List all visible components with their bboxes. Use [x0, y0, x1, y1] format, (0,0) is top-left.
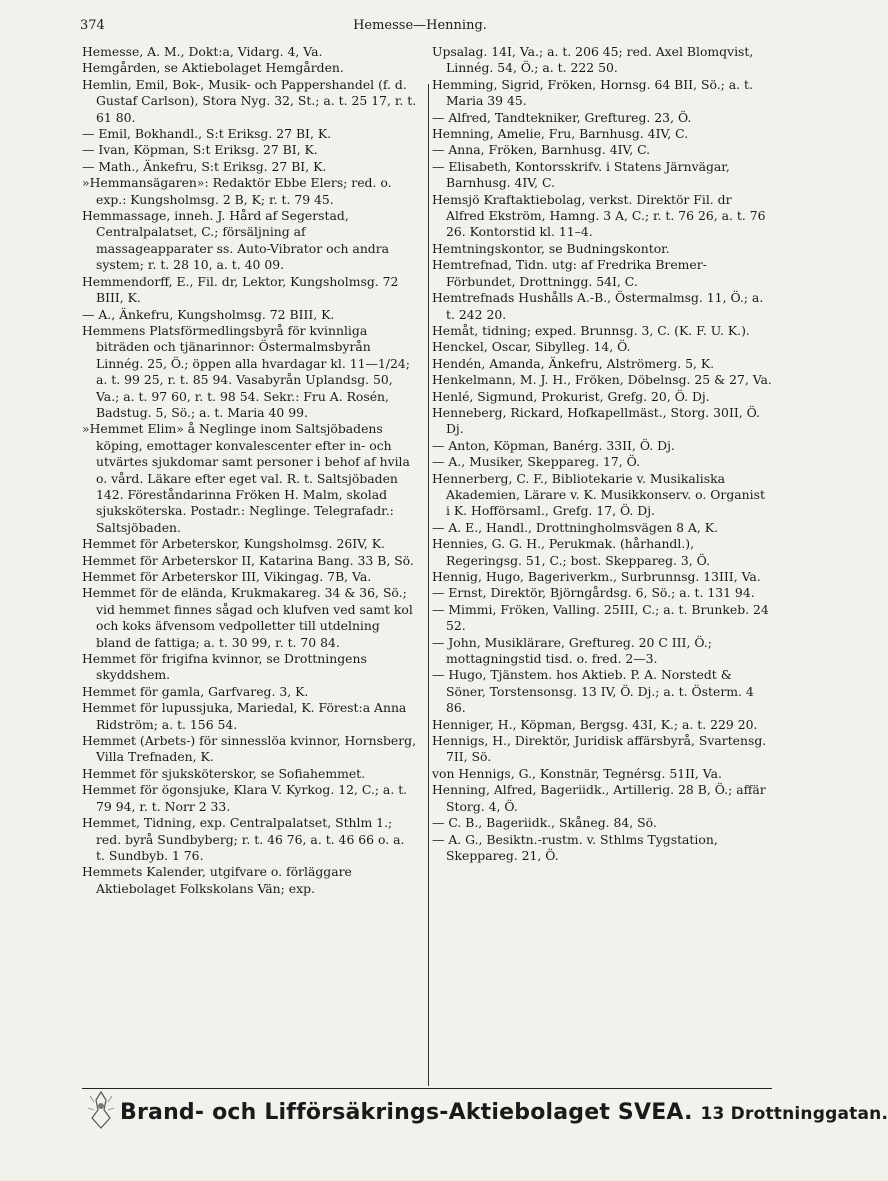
- directory-entry: Hennies, G. G. H., Perukmak. (hårhandl.), Regeringsg. 51, C.; bost. Skeppareg. 3, Ö.: [432, 536, 711, 568]
- footer-rule: [82, 1088, 772, 1089]
- page-number: 374: [80, 18, 105, 33]
- directory-entry: — Alfred, Tandtekniker, Greftureg. 23, Ö.: [432, 109, 692, 125]
- directory-entry: — Mimmi, Fröken, Valling. 25III, C.; a. t. Brunkeb. 24 52.: [432, 601, 769, 634]
- directory-entry: Hemmet för frigifna kvinnor, se Drottningens skyddshem.: [82, 651, 367, 683]
- right-column: [432, 44, 772, 864]
- directory-entry: Hemmet (Arbets-) för sinnesslöa kvinnor, Hornsberg, Villa Trefnaden, K.: [82, 733, 417, 765]
- advert-address: 13 Drottninggatan.: [700, 1104, 888, 1124]
- directory-entry: Hemmendorff, E., Fil. dr, Lektor, Kungsholmsg. 72 BIII, K.: [82, 273, 399, 306]
- directory-entry: Hemmets Kalender, utgifvare o. förläggare Aktiebolaget Folkskolans Vän; exp.: [82, 864, 352, 896]
- advert-company: Brand- och Lifförsäkrings-Aktiebolaget SVEA.: [120, 1100, 693, 1125]
- directory-entry: — A., Änkefru, Kungsholmsg. 72 BIII, K.: [82, 306, 335, 322]
- directory-entry: Hemtrefnad, Tidn. utg: af Fredrika Bremer-Förbundet, Drottningg. 54I, C.: [432, 257, 707, 289]
- directory-entry: Hemåt, tidning; exped. Brunnsg. 3, C. (K. F. U. K.).: [432, 322, 750, 338]
- directory-entry: — Hugo, Tjänstem. hos Aktieb. P. A. Norstedt & Söner, Torstensonsg. 13 IV, Ö. Dj.; a. t. Österm. 4 86.: [432, 667, 754, 716]
- directory-entry: — Anton, Köpman, Banérg. 33II, Ö. Dj.: [432, 437, 675, 453]
- directory-entry: — Ernst, Direktör, Björngårdsg. 6, Sö.; a. t. 131 94.: [432, 585, 755, 601]
- directory-entry: Hemmet för ögonsjuke, Klara V. Kyrkog. 12, C.; a. t. 79 94, r. t. Norr 2 33.: [82, 782, 408, 814]
- directory-entry: — Anna, Fröken, Barnhusg. 4IV, C.: [432, 142, 651, 158]
- page-header: [80, 18, 760, 38]
- directory-entry: Henneberg, Rickard, Hofkapellmäst., Storg. 30II, Ö. Dj.: [432, 404, 760, 437]
- left-column: [82, 44, 417, 897]
- directory-entry: Hemmassage, inneh. J. Hård af Segerstad, Centralpalatset, C.; försäljning af massageapparater ss. Auto-Vibrator och andra system; r. t. 28 10, a. t. 40 09.: [82, 208, 390, 273]
- directory-entry: Hemtningskontor, se Budningskontor.: [432, 240, 670, 256]
- directory-entry: — A. G., Besiktn.-rustm. v. Sthlms Tygstation, Skeppareg. 21, Ö.: [432, 831, 718, 863]
- footer-advert: [120, 1100, 888, 1125]
- directory-entry: Hemgården, se Aktiebolaget Hemgården.: [82, 60, 344, 76]
- directory-entry: Hemning, Amelie, Fru, Barnhusg. 4IV, C.: [432, 126, 689, 142]
- directory-entry: »Hemmet Elim» å Neglinge inom Saltsjöbadens köping, emottager konvalescenter efter in- och utvärtes sjukdomar samt personer i behof af hvila o. vård. Läkare efter eget val. R. t. Saltsjöbaden 142. Föreståndarinna Fröken H. Malm, skolad sjuksköterska. Postadr.: Neglinge. Telegrafadr.: Saltsjöbaden.: [82, 421, 410, 535]
- directory-entry: von Hennigs, G., Konstnär, Tegnérsg. 51II, Va.: [432, 765, 722, 781]
- directory-entry: — Emil, Bokhandl., S:t Eriksg. 27 BI, K.: [82, 126, 332, 142]
- column-divider: [428, 84, 429, 1086]
- directory-entry: Hemmet för de elända, Krukmakareg. 34 & 36, Sö.; vid hemmet finnes sågad och klufven ved samt kol och koks äfvensom vedpolletter till utdelning bland de fattiga; a. t. 30 99, r. t. 70 84.: [82, 585, 413, 650]
- directory-entry: — A., Musiker, Skeppareg. 17, Ö.: [432, 454, 641, 470]
- directory-entry: Upsalag. 14I, Va.; a. t. 206 45; red. Axel Blomqvist, Linnég. 54, Ö.; a. t. 222 50.: [432, 44, 754, 76]
- directory-entry: Henckel, Oscar, Sibylleg. 14, Ö.: [432, 339, 631, 355]
- directory-entry: — Ivan, Köpman, S:t Eriksg. 27 BI, K.: [82, 142, 318, 158]
- directory-entry: Hemmet för lupussjuka, Mariedal, K. Förest:a Anna Ridström; a. t. 156 54.: [82, 700, 407, 732]
- directory-entry: Hemsjö Kraftaktiebolag, verkst. Direktör Fil. dr Alfred Ekström, Hamng. 3 A, C.; r. t. 76 26, a. t. 76 26. Kontorstid kl. 11–4.: [432, 191, 766, 240]
- running-head: Hemesse—Henning.: [353, 18, 487, 33]
- directory-entry: Hemmet för Arbeterskor III, Vikingag. 7B, Va.: [82, 569, 372, 584]
- directory-entry: Henlé, Sigmund, Prokurist, Grefg. 20, Ö. Dj.: [432, 388, 710, 404]
- directory-entry: Henkelmann, M. J. H., Fröken, Döbelnsg. 25 & 27, Va.: [432, 372, 772, 388]
- directory-entry: — Elisabeth, Kontorsskrifv. i Statens Järnvägar, Barnhusg. 4IV, C.: [432, 158, 730, 191]
- directory-entry: Hemlin, Emil, Bok-, Musik- och Pappershandel (f. d. Gustaf Carlson), Stora Nyg. 32, St.; a. t. 25 17, r. t. 61 80.: [82, 76, 417, 125]
- directory-entry: Hemesse, A. M., Dokt:a, Vidarg. 4, Va.: [82, 44, 323, 59]
- directory-entry: Hennig, Hugo, Bageriverkm., Surbrunnsg. 13III, Va.: [432, 569, 761, 584]
- directory-entry: Hennerberg, C. F., Bibliotekarie v. Musikaliska Akademien, Lärare v. K. Musikkonserv. o. Organist i K. Hofförsaml., Grefg. 17, Ö. Dj.: [432, 470, 765, 519]
- directory-entry: Hemmet för sjuksköterskor, se Sofiahemmet.: [82, 765, 366, 781]
- directory-entry: »Hemmansägaren»: Redaktör Ebbe Elers; red. o. exp.: Kungsholmsg. 2 B, K; r. t. 79 45.: [82, 175, 392, 207]
- directory-entry: Hemtrefnads Hushålls A.-B., Östermalmsg. 11, Ö.; a. t. 242 20.: [432, 290, 764, 322]
- directory-entry: — A. E., Handl., Drottningholmsvägen 8 A, K.: [432, 519, 718, 535]
- directory-entry: Hennigs, H., Direktör, Juridisk affärsbyrå, Svartensg. 7II, Sö.: [432, 733, 767, 765]
- directory-entry: Hemmens Platsförmedlingsbyrå för kvinnliga biträden och tjänarinnor: Östermalmsbyrån Linnég. 25, Ö.; öppen alla hvardagar kl. 11—1/24; a. t. 99 25, r. t. 85 94. Vasabyrån Uplandsg. 50, Va.; a. t. 97 60, r. t. 98 54. Sekr.: Fru A. Rosén, Badstug. 5, Sö.; a. t. Maria 40 99.: [82, 322, 410, 420]
- directory-entry: — C. B., Bageriidk., Skåneg. 84, Sö.: [432, 815, 657, 831]
- directory-entry: Hendén, Amanda, Änkefru, Alströmerg. 5, K.: [432, 355, 715, 371]
- directory-entry: Hemmet för Arbeterskor II, Katarina Bang. 33 B, Sö.: [82, 552, 414, 568]
- directory-entry: — Math., Änkefru, S:t Eriksg. 27 BI, K.: [82, 158, 327, 174]
- directory-entry: — John, Musiklärare, Greftureg. 20 C III, Ö.; mottagningstid tisd. o. fred. 2—3.: [432, 634, 712, 667]
- directory-entry: Hemming, Sigrid, Fröken, Hornsg. 64 BII, Sö.; a. t. Maria 39 45.: [432, 76, 753, 109]
- directory-entry: Henniger, H., Köpman, Bergsg. 43I, K.; a. t. 229 20.: [432, 716, 758, 732]
- directory-entry: Henning, Alfred, Bageriidk., Artillerig. 28 B, Ö.; affär Storg. 4, Ö.: [432, 782, 766, 814]
- directory-entry: Hemmet för gamla, Garfvareg. 3, K.: [82, 683, 309, 699]
- svea-emblem-icon: [84, 1088, 118, 1132]
- directory-entry: Hemmet, Tidning, exp. Centralpalatset, Sthlm 1.; red. byrå Sundbyberg; r. t. 46 76, a. t. 46 66 o. a. t. Sundbyb. 1 76.: [82, 815, 405, 863]
- directory-entry: Hemmet för Arbeterskor, Kungsholmsg. 26IV, K.: [82, 536, 385, 552]
